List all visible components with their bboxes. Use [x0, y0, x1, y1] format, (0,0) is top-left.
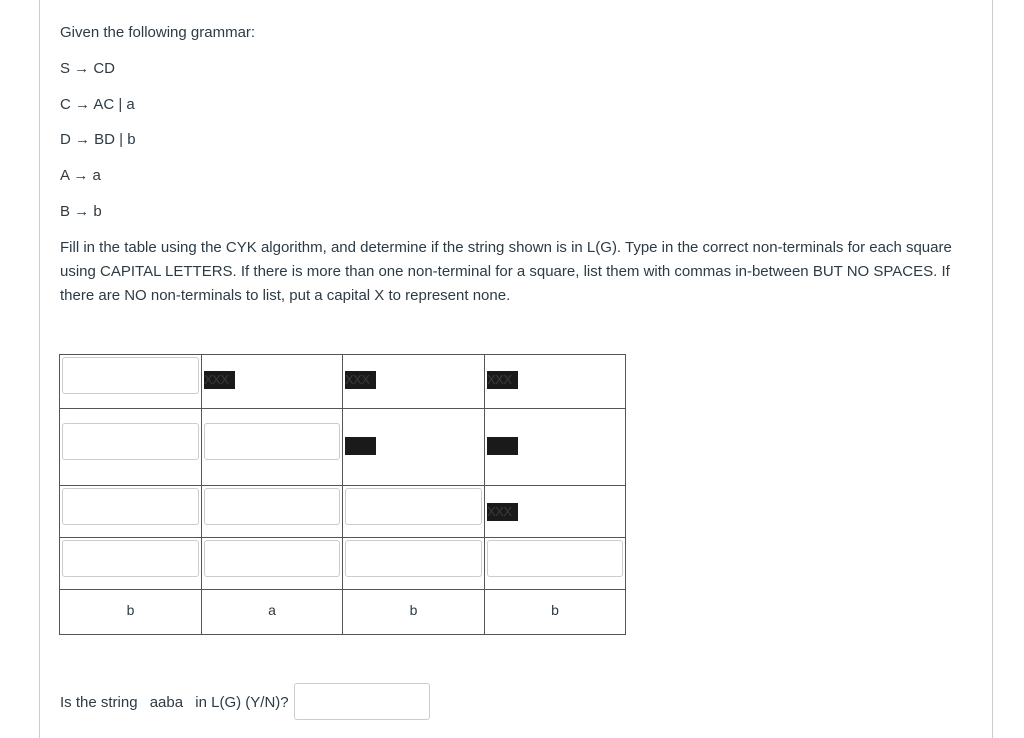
cyk-row-3 — [60, 486, 625, 538]
cyk-cell — [485, 409, 625, 485]
instructions-text: Fill in the table using the CYK algorithm, and determine if the string shown is in L(G). Type in the correct non-terminals for each square using CAPITAL LETTERS. If there is more than one non-terminal for a square, list them with commas in-between BUT NO SPACES. If there are NO non-terminals to list, put a capital X to represent none. — [60, 239, 952, 304]
cyk-cell — [60, 355, 202, 408]
cyk-row-4 — [60, 538, 625, 590]
cyk-cell — [60, 538, 202, 589]
cyk-cell — [343, 486, 485, 537]
terminal-symbol: b — [126, 602, 135, 618]
membership-question — [60, 694, 289, 711]
cyk-row-1 — [60, 355, 625, 409]
blocked-cell-marker: XXX — [345, 371, 376, 389]
grammar-rule: C → AC | a — [60, 96, 135, 113]
cyk-table — [59, 354, 626, 635]
grammar-rule: D → BD | b — [60, 131, 136, 148]
cyk-cell — [485, 538, 625, 589]
cyk-cell-input[interactable] — [487, 540, 623, 577]
cyk-cell — [202, 409, 343, 485]
blocked-cell-marker — [345, 437, 376, 455]
cyk-cell-input[interactable] — [345, 488, 482, 525]
cyk-cell — [485, 486, 625, 537]
cyk-cell-input[interactable] — [204, 540, 340, 577]
cyk-cell — [202, 538, 343, 589]
cyk-cell — [343, 355, 485, 408]
grammar-rule: B → b — [60, 203, 102, 220]
cyk-cell — [343, 409, 485, 485]
cyk-cell — [202, 590, 343, 634]
cyk-cell-input[interactable] — [62, 488, 199, 525]
terminal-symbol: b — [551, 602, 559, 618]
cyk-cell-input[interactable] — [62, 357, 199, 394]
question-string: aaba — [149, 694, 184, 711]
question-prefix: Is the string — [60, 694, 138, 711]
cyk-cell-input[interactable] — [204, 488, 340, 525]
cyk-terminal-row — [60, 590, 625, 634]
cyk-cell-input[interactable] — [204, 423, 340, 460]
cyk-row-2 — [60, 409, 625, 486]
blocked-cell-marker — [487, 437, 518, 455]
cyk-cell — [485, 355, 625, 408]
grammar-rule: S → CD — [60, 60, 116, 77]
question-suffix: in L(G) (Y/N)? — [195, 694, 289, 711]
membership-answer-input[interactable] — [294, 683, 430, 720]
blocked-cell-marker: XXX — [487, 371, 518, 389]
cyk-cell — [343, 590, 485, 634]
cyk-cell — [485, 590, 625, 634]
blocked-cell-marker: XXX — [487, 503, 518, 521]
terminal-symbol: b — [409, 602, 418, 618]
cyk-cell — [60, 486, 202, 537]
cyk-cell — [202, 486, 343, 537]
cyk-cell-input[interactable] — [345, 540, 482, 577]
cyk-cell — [343, 538, 485, 589]
cyk-cell-input[interactable] — [62, 423, 199, 460]
grammar-rule: A → a — [60, 167, 101, 184]
cyk-cell — [60, 409, 202, 485]
blocked-cell-marker: XXX — [204, 371, 235, 389]
cyk-cell — [202, 355, 343, 408]
cyk-cell — [60, 590, 202, 634]
terminal-symbol: a — [268, 602, 276, 618]
intro-text: Given the following grammar: — [60, 24, 256, 41]
cyk-cell-input[interactable] — [62, 540, 199, 577]
